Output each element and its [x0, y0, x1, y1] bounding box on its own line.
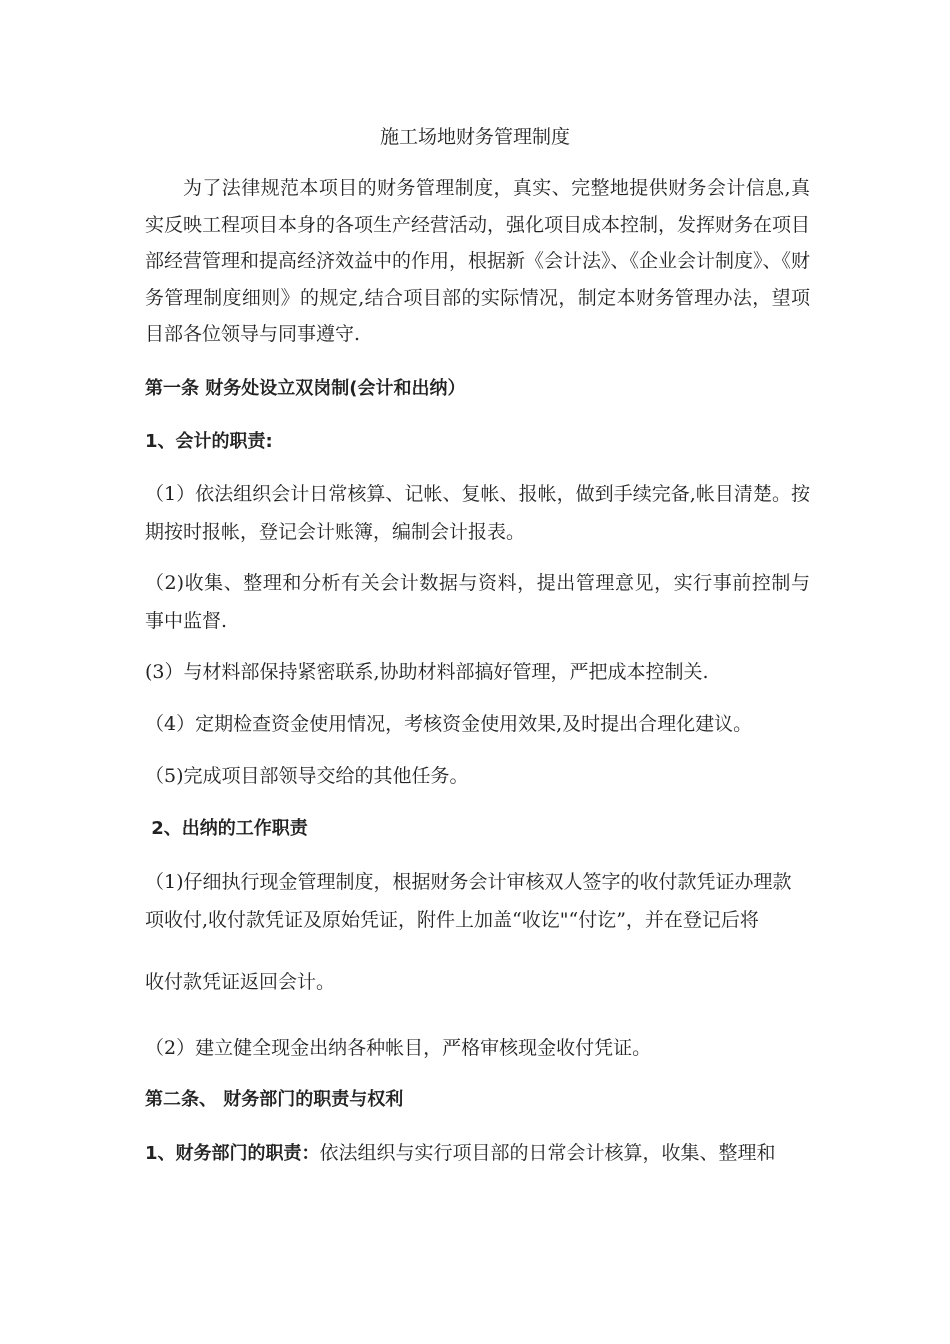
accountant-duties-heading: 1、会计的职责:: [145, 431, 273, 452]
finance-dept-duties-label: 1、财务部门的职责：: [145, 1143, 320, 1164]
accountant-duty-5: （5)完成项目部领导交给的其他任务。: [145, 765, 469, 787]
cashier-duty-1-line-1: （1)仔细执行现金管理制度，根据财务会计审核双人签字的收付款凭证办理款: [145, 871, 792, 893]
accountant-duty-3: (3）与材料部保持紧密联系,协助材料部搞好管理，严把成本控制关.: [145, 661, 709, 683]
accountant-duty-2: （2)收集、整理和分析有关会计数据与资料，提出管理意见，实行事前控制与事中监督.: [145, 572, 810, 632]
accountant-duty-1: （1）依法组织会计日常核算、记帐、复帐、报帐，做到手续完备,帐目清楚。按期按时报帐，登记会计账簿，编制会计报表。: [145, 483, 810, 543]
cashier-duty-1-line-3: 收付款凭证返回会计。: [145, 971, 336, 993]
accountant-duty-4: （4）定期检查资金使用情况，考核资金使用效果,及时提出合理化建议。: [145, 713, 753, 735]
finance-dept-duties-line: [145, 1140, 810, 1167]
cashier-duty-1-line-2: 项收付,收付款凭证及原始凭证，附件上加盖“收讫"“付讫”，并在登记后将: [145, 909, 759, 931]
article-1-heading: 第一条 财务处设立双岗制(会计和出纳）: [145, 378, 466, 399]
cashier-duties-heading: 2、出纳的工作职责: [145, 818, 308, 839]
finance-dept-duties-text: 依法组织与实行项目部的日常会计核算，收集、整理和: [319, 1142, 776, 1164]
cashier-duty-2: （2）建立健全现金出纳各种帐目，严格审核现金收付凭证。: [145, 1037, 652, 1059]
article-2-heading: 第二条、 财务部门的职责与权利: [145, 1089, 404, 1110]
document-title: 施工场地财务管理制度: [379, 126, 570, 148]
intro-paragraph: 为了法律规范本项目的财务管理制度，真实、完整地提供财务会计信息,真实反映工程项目本身的各项生产经营活动，强化项目成本控制，发挥财务在项目部经营管理和提高经济效益中的作用，根据新《会计法》、《企业会计制度》、《财务管理制度细则》的规定,结合项目部的实际情况，制定本财务管理办法，望项目部各位领导与同事遵守.: [145, 177, 811, 345]
